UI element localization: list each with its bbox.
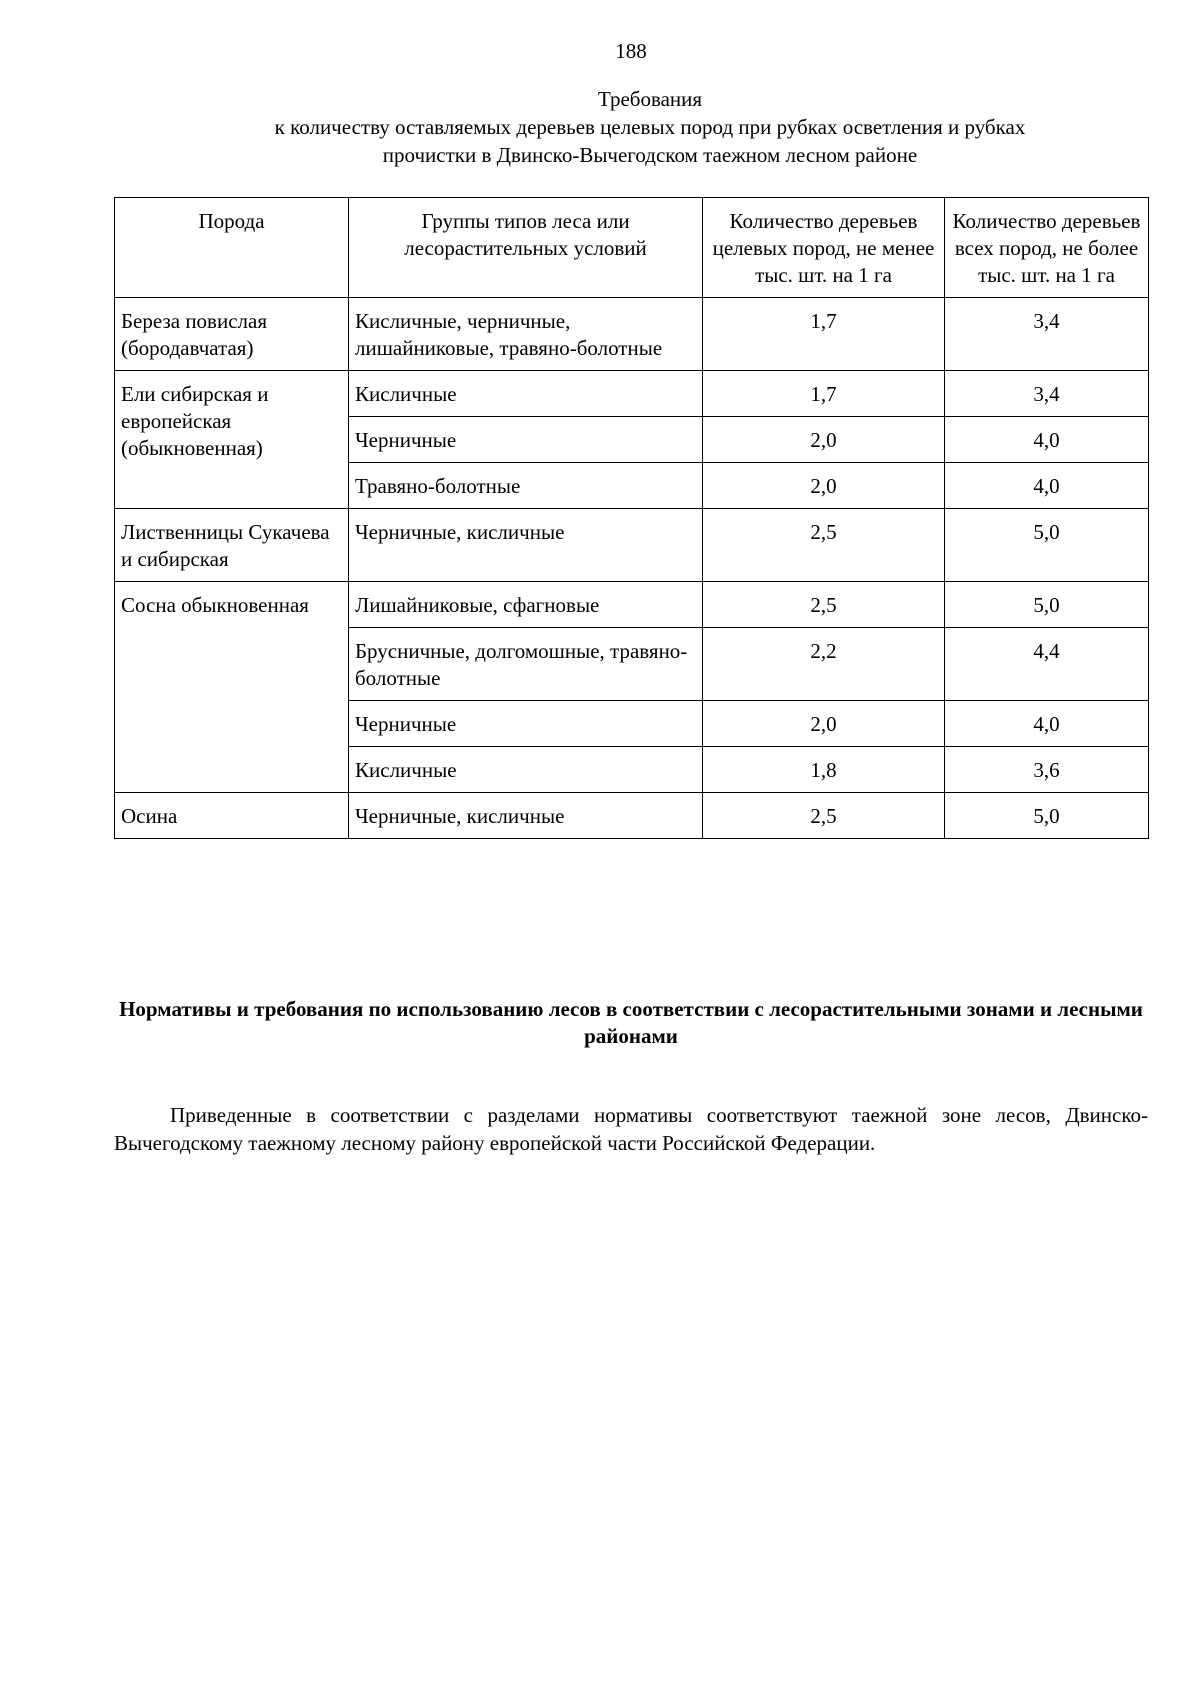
forest-type-cell: Кисличные (349, 371, 703, 417)
all-max-cell: 4,4 (945, 628, 1149, 701)
all-max-cell: 4,0 (945, 417, 1149, 463)
target-min-cell: 1,7 (703, 371, 945, 417)
species-cell: Ели сибирская и европейская (обыкновенная) (115, 371, 349, 509)
header-species: Порода (115, 198, 349, 298)
species-cell: Береза повислая (бородавчатая) (115, 298, 349, 371)
forest-type-cell: Брусничные, долгомошные, травяно-болотные (349, 628, 703, 701)
forest-type-cell: Черничные, кисличные (349, 793, 703, 839)
table-row (115, 371, 1149, 417)
all-max-cell: 5,0 (945, 793, 1149, 839)
forest-type-cell: Лишайниковые, сфагновые (349, 582, 703, 628)
target-min-cell: 2,5 (703, 582, 945, 628)
target-min-cell: 2,2 (703, 628, 945, 701)
all-max-cell: 4,0 (945, 463, 1149, 509)
species-cell: Осина (115, 793, 349, 839)
table-title (200, 85, 1100, 169)
species-cell: Сосна обыкновенная (115, 582, 349, 793)
norms-table (114, 197, 1149, 839)
body-paragraph: Приведенные в соответствии с разделами нормативы соответствуют таежной зоне лесов, Двинско-Вычегодскому таежному лесному району европейской части Российской Федерации. (114, 1103, 1148, 1155)
page-number: 188 (615, 39, 647, 63)
target-min-cell: 1,8 (703, 747, 945, 793)
table-row (115, 509, 1149, 582)
all-max-cell: 3,4 (945, 298, 1149, 371)
target-min-cell: 2,0 (703, 463, 945, 509)
table-row (115, 298, 1149, 371)
species-cell: Лиственницы Сукачева и сибирская (115, 509, 349, 582)
forest-type-cell: Травяно-болотные (349, 463, 703, 509)
forest-type-cell: Кисличные, черничные, лишайниковые, травяно-болотные (349, 298, 703, 371)
target-min-cell: 2,0 (703, 701, 945, 747)
forest-type-cell: Кисличные (349, 747, 703, 793)
forest-type-cell: Черничные (349, 417, 703, 463)
table-row (115, 793, 1149, 839)
all-max-cell: 5,0 (945, 582, 1149, 628)
target-min-cell: 2,5 (703, 793, 945, 839)
section-heading: Нормативы и требования по использованию лесов в соответствии с лесорастительными зонами и лесными районами (119, 997, 1143, 1048)
target-min-cell: 1,7 (703, 298, 945, 371)
table-title-line-1: Требования (597, 87, 703, 111)
table-row (115, 582, 1149, 628)
all-max-cell: 3,6 (945, 747, 1149, 793)
target-min-cell: 2,0 (703, 417, 945, 463)
header-forest-type: Группы типов леса или лесорастительных условий (349, 198, 703, 298)
table-header-row (115, 198, 1149, 298)
forest-type-cell: Черничные (349, 701, 703, 747)
table-title-line-2: к количеству оставляемых деревьев целевых пород при рубках осветления и рубках (274, 115, 1026, 139)
all-max-cell: 4,0 (945, 701, 1149, 747)
all-max-cell: 3,4 (945, 371, 1149, 417)
all-max-cell: 5,0 (945, 509, 1149, 582)
target-min-cell: 2,5 (703, 509, 945, 582)
forest-type-cell: Черничные, кисличные (349, 509, 703, 582)
table-title-line-3: прочистки в Двинско-Вычегодском таежном лесном районе (382, 143, 918, 167)
header-all-max: Количество деревьев всех пород, не более тыс. шт. на 1 га (945, 198, 1149, 298)
header-target-min: Количество деревьев целевых пород, не менее тыс. шт. на 1 га (703, 198, 945, 298)
